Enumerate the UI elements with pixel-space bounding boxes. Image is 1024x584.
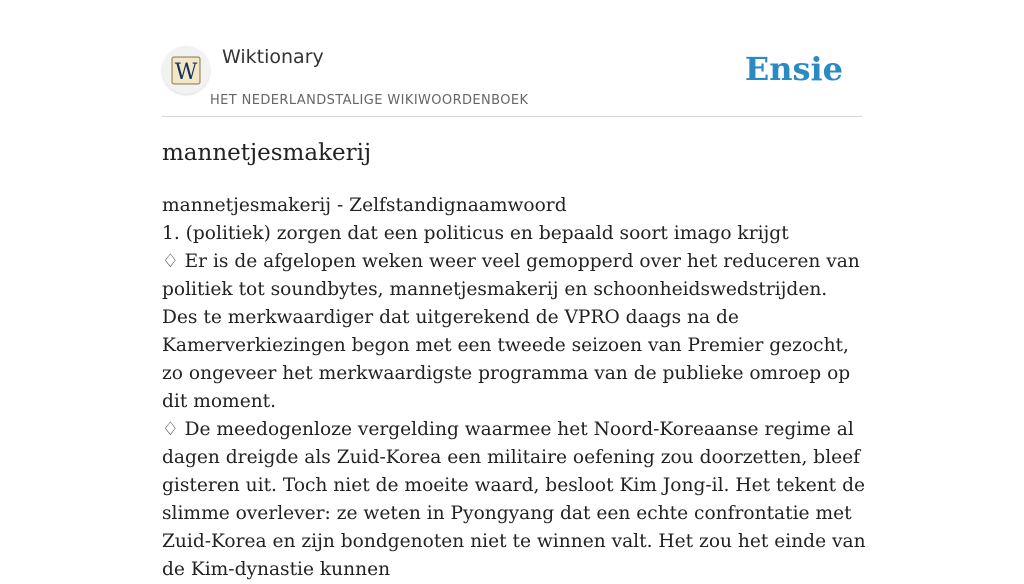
entry-example: ♢ Er is de afgelopen weken weer veel gemopperd over het reduceren van politiek tot soundbytes, mannetjesmakerij en schoonheidswedstrijden. Des te merkwaardiger dat uitgerekend de VPRO daags na de Kamerverkiezingen begon met een tweede seizoen van Premier gezocht, zo ongeveer het merkwaardigste programma van de publieke omroep op dit moment. <box>162 251 860 412</box>
site-header <box>162 0 862 117</box>
ensie-brand-logo[interactable]: Ensie <box>744 50 843 88</box>
wiktionary-logo[interactable] <box>162 46 210 94</box>
entry-definition: 1. (politiek) zorgen dat een politicus en bepaald soort imago krijgt <box>162 223 789 244</box>
page-title: mannetjesmakerij <box>162 140 372 166</box>
site-name[interactable]: Wiktionary <box>222 46 324 68</box>
entry-content <box>162 192 867 584</box>
page-container <box>162 0 866 580</box>
logo-letter: W <box>174 60 198 85</box>
wiktionary-logo-icon <box>168 52 204 88</box>
site-subtitle: HET NEDERLANDSTALIGE WIKIWOORDENBOEK <box>210 93 529 108</box>
entry-headline: mannetjesmakerij - Zelfstandignaamwoord <box>162 195 567 216</box>
entry-example: ♢ De meedogenloze vergelding waarmee het Noord-Koreaanse regime al dagen dreigde als Zuid-Korea een militaire oefening zou doorzetten, bleef gisteren uit. Toch niet de moeite waard, besloot Kim Jong-il. Het tekent de slimme overlever: ze weten in Pyongyang dat een echte confrontatie met Zuid-Korea en zijn bondgenoten niet te winnen valt. Het zou het einde van de Kim-dynastie kunnen <box>162 419 866 580</box>
